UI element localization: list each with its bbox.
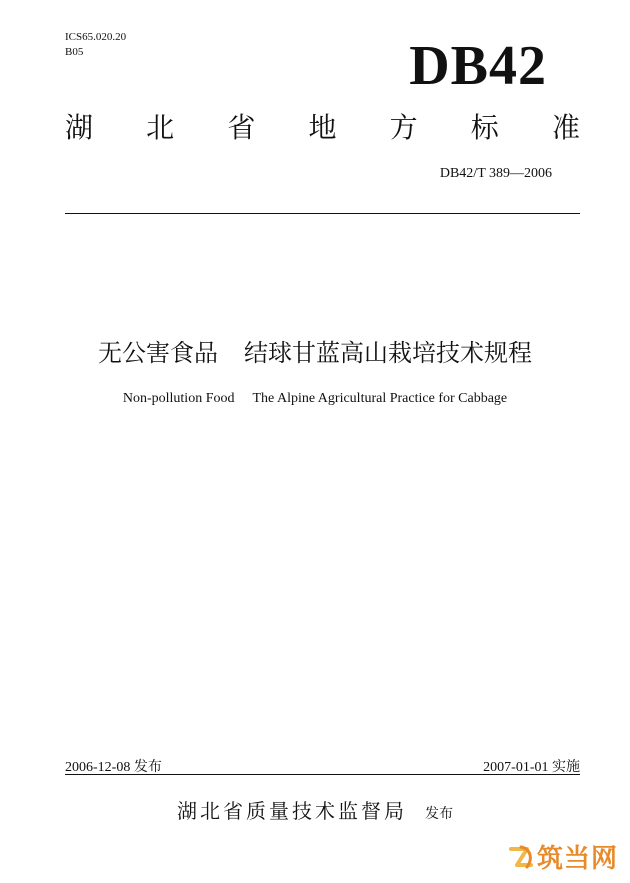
standard-type	[65, 110, 580, 146]
standard-number: DB42/T 389—2006	[439, 166, 552, 181]
header-divider	[65, 213, 580, 214]
issue-date: 2006-12-08 发布	[65, 760, 162, 775]
chinese-title	[0, 333, 630, 368]
db-code: DB42	[409, 35, 547, 97]
english-title-part2: The Alpine Agricultural Practice for Cabbage	[252, 391, 508, 406]
footer-divider	[65, 774, 580, 775]
implement-date: 2007-01-01 实施	[483, 760, 580, 775]
issuer-suffix: 发布	[425, 806, 453, 822]
english-title	[0, 391, 630, 407]
english-title-part1: Non-pollution Food	[122, 391, 235, 406]
classification-codes	[65, 30, 126, 60]
standard-type-char: 标	[470, 111, 499, 144]
issuer-name: 湖北省质量技术监督局	[177, 799, 407, 823]
issuer	[0, 795, 630, 824]
standard-type-char: 湖	[65, 111, 94, 144]
standard-type-char: 省	[227, 111, 256, 144]
ccs-code: B05	[65, 46, 84, 58]
standard-type-char: 地	[308, 111, 337, 144]
zhudang-logo-icon	[507, 843, 535, 871]
standard-type-char: 准	[551, 111, 580, 144]
ics-code: ICS65.020.20	[65, 31, 127, 43]
watermark-text: 筑当网	[536, 844, 618, 874]
chinese-title-part2: 结球甘蓝高山栽培技术规程	[244, 339, 532, 367]
chinese-title-part1: 无公害食品	[98, 339, 218, 367]
standard-type-char: 北	[146, 111, 175, 144]
standard-type-char: 方	[389, 111, 418, 144]
watermark	[507, 838, 618, 875]
